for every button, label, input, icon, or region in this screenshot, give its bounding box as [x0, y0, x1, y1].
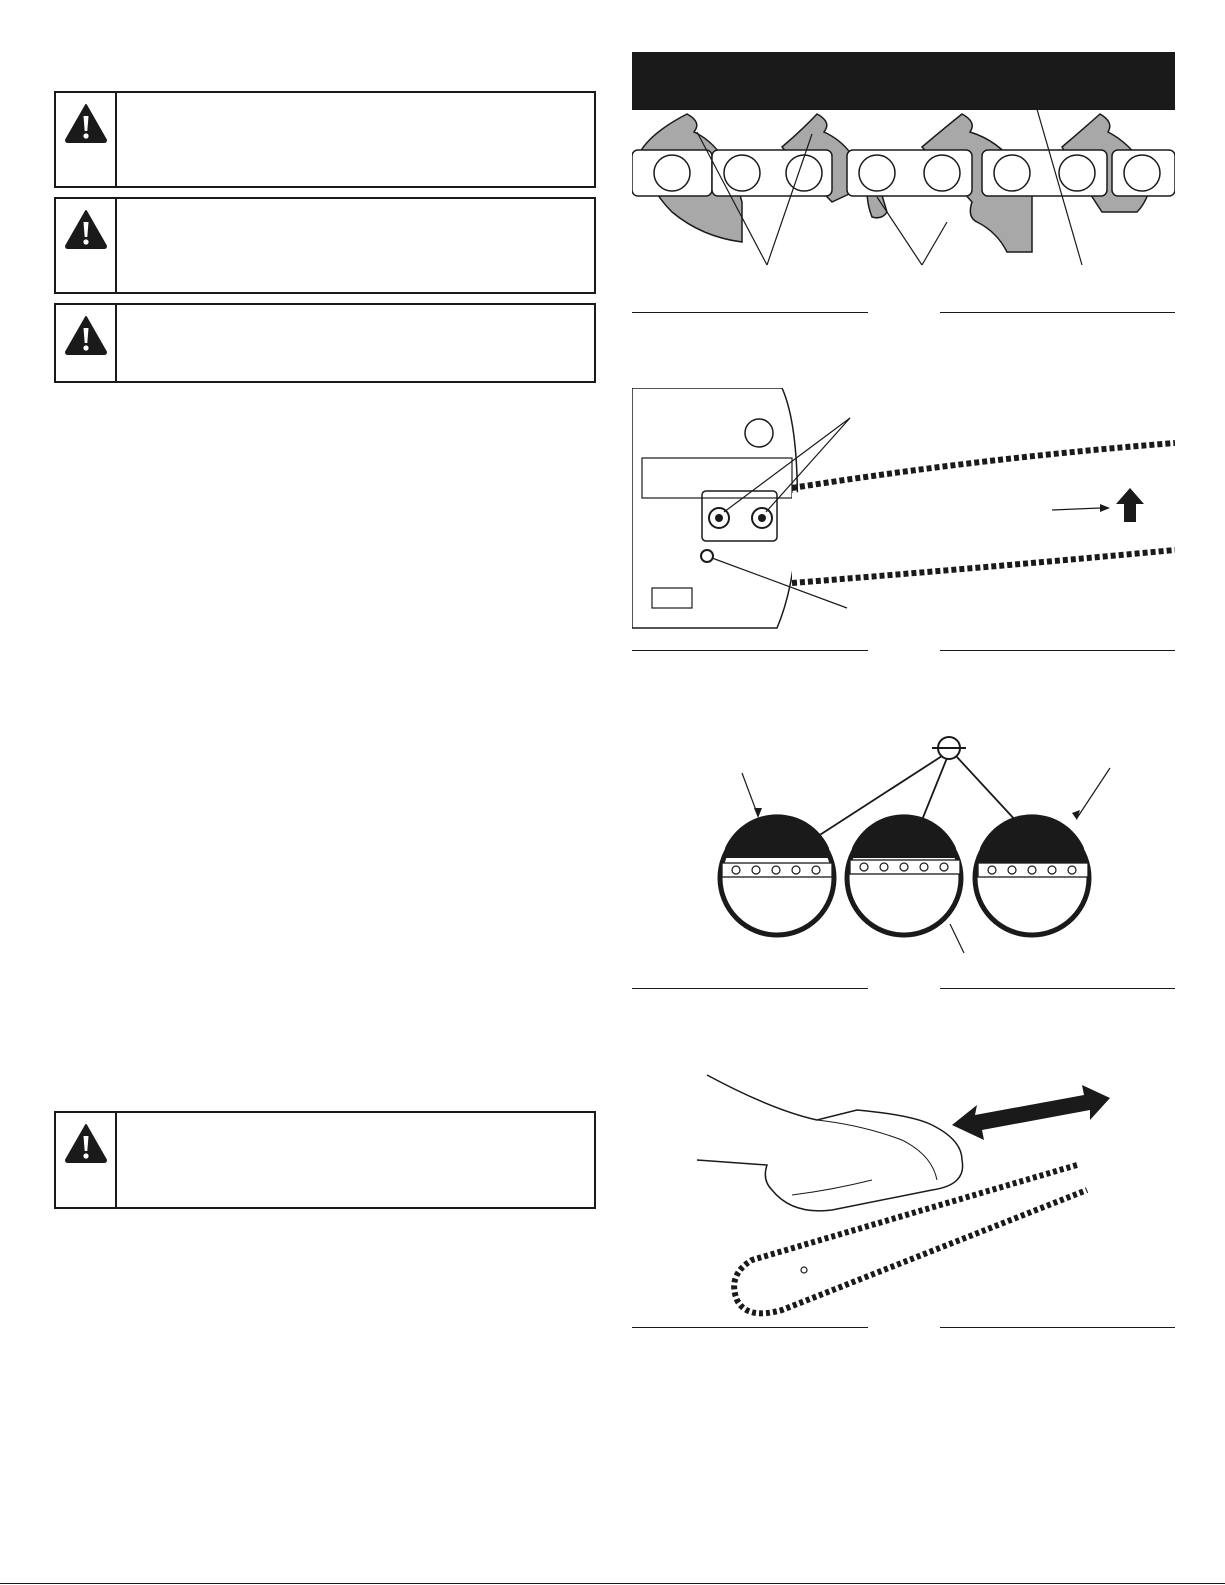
warning-text: [117, 1113, 594, 1207]
warning-icon-cell: [56, 199, 117, 292]
closeup-correct: [847, 814, 961, 935]
warning-text: [117, 199, 594, 292]
page-bottom-rule: [0, 1583, 1225, 1584]
warning-icon-cell: [56, 1113, 117, 1207]
figure-bar-nuts-tension: [632, 388, 1175, 633]
figure-chain-cutters: [632, 52, 1175, 272]
caption-rule: [940, 1327, 1175, 1328]
warning-icon-cell: [56, 93, 117, 186]
warning-text: [117, 93, 594, 186]
warning-text: [117, 305, 594, 381]
warning-triangle-icon: [64, 103, 108, 143]
figure-chain-tension: [632, 728, 1175, 958]
warning-triangle-icon: [64, 315, 108, 355]
warning-triangle-icon: [64, 1123, 108, 1163]
warning-box-1: [54, 91, 596, 188]
saw-side-cover-illustration: [632, 388, 1175, 633]
closeup-tight: [975, 814, 1089, 935]
caption-rule: [940, 988, 1175, 989]
caption-rule: [632, 988, 868, 989]
chain-cutters-illustration: [632, 52, 1175, 272]
gloved-hand-illustration: [632, 1070, 1175, 1320]
caption-rule: [940, 650, 1175, 651]
warning-box-3: [54, 303, 596, 383]
chain-tension-closeups: [632, 728, 1175, 958]
figure-gloved-hand: [632, 1070, 1175, 1320]
caption-rule: [632, 650, 868, 651]
warning-box-2: [54, 197, 596, 294]
caption-rule: [632, 1327, 868, 1328]
warning-triangle-icon: [64, 209, 108, 249]
warning-icon-cell: [56, 305, 117, 381]
warning-box-4: [54, 1111, 596, 1209]
caption-rule: [940, 312, 1175, 313]
guide-bar: [632, 52, 1175, 110]
caption-rule: [632, 312, 868, 313]
closeup-loose: [720, 814, 834, 935]
